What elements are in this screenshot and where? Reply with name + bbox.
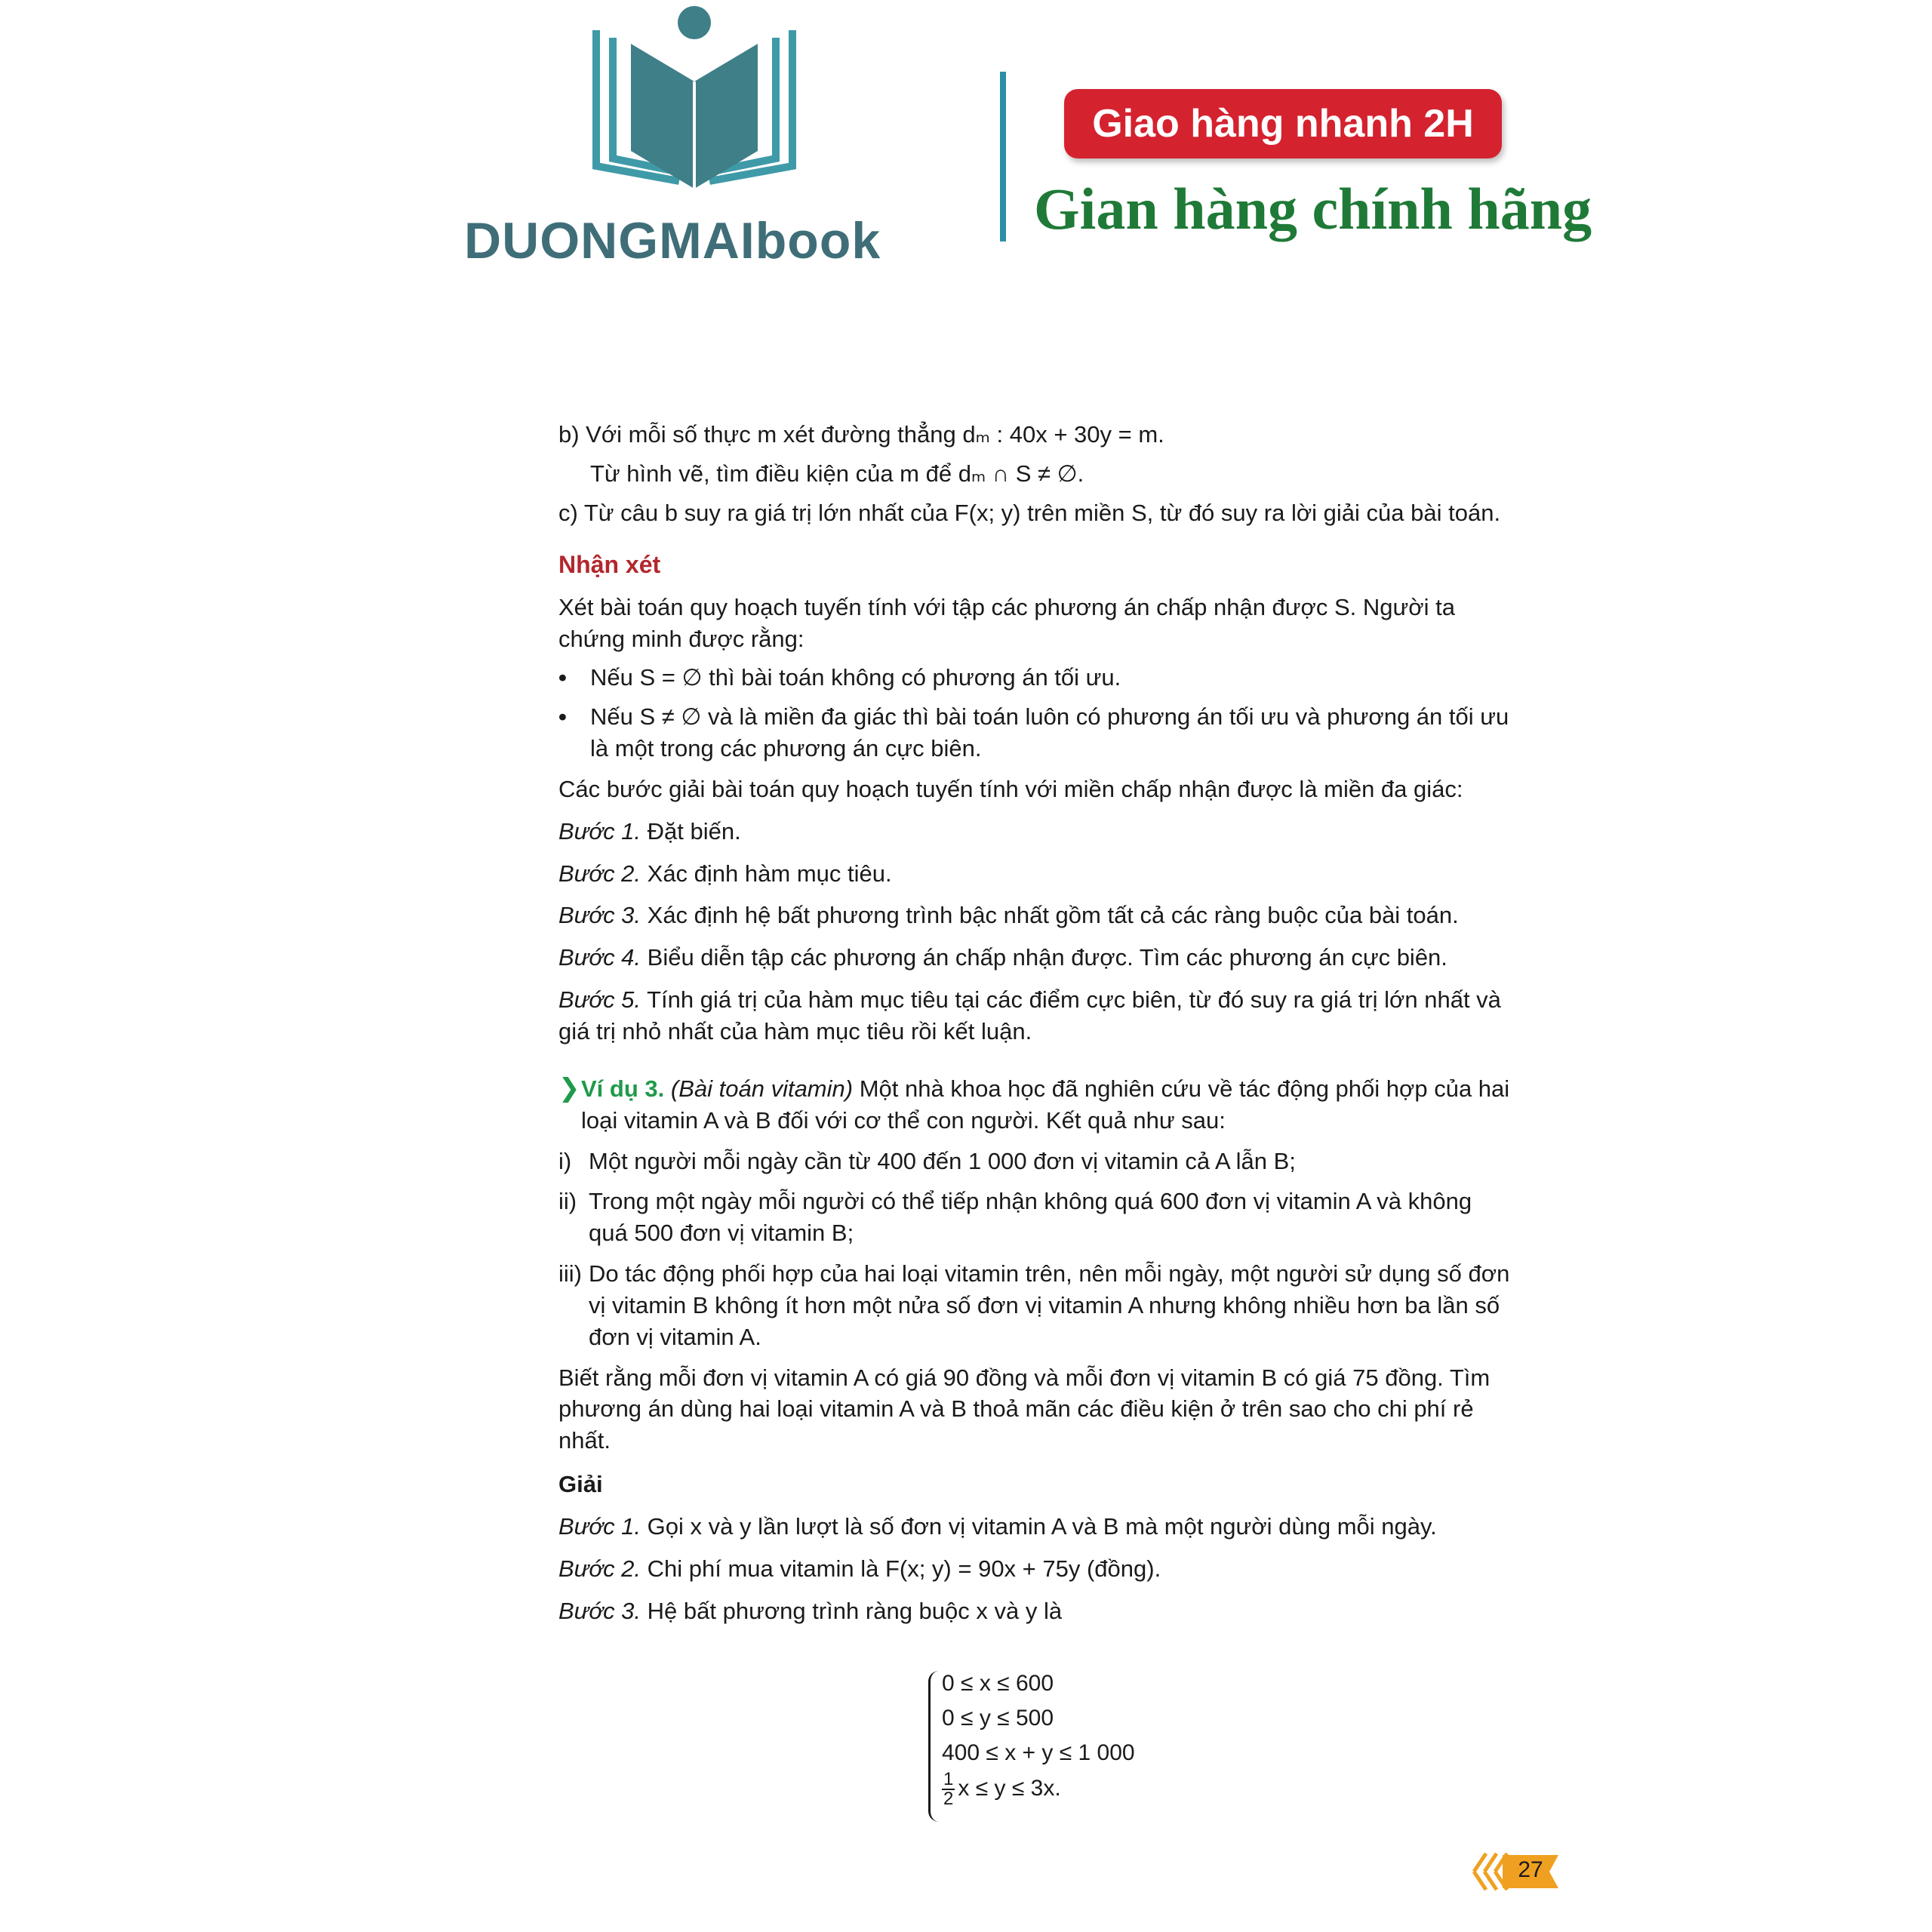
- system-row-text: x ≤ y ≤ 3x.: [958, 1775, 1061, 1801]
- inequality-system: [942, 1666, 1214, 1808]
- remark-intro: Xét bài toán quy hoạch tuyến tính với tập các phương án chấp nhận được S. Người ta chứng minh được rằng:: [558, 593, 1455, 652]
- step-text: Hệ bất phương trình ràng buộc x và y là: [641, 1597, 1063, 1624]
- logo-wordmark: DUONGMAIbook: [464, 212, 881, 269]
- question-b: b) Với mỗi số thực m xét đường thẳng dₘ : 40x + 30y = m.: [558, 421, 1164, 448]
- item-text: Một người mỗi ngày cần từ 400 đến 1 000 đơn vị vitamin cả A lẫn B;: [589, 1147, 1296, 1174]
- item-number: i): [558, 1147, 572, 1174]
- step-label: Bước 4.: [558, 944, 641, 971]
- item-text: Trong một ngày mỗi người có thể tiếp nhận không quá 600 đơn vị vitamin A và không quá 500 đơn vị vitamin B;: [589, 1188, 1472, 1247]
- system-row: 400 ≤ x + y ≤ 1 000: [942, 1740, 1135, 1765]
- header-divider: [1000, 72, 1006, 242]
- solution-step-1: [558, 1511, 1513, 1543]
- list-item: [558, 1258, 1513, 1353]
- system-row: 0 ≤ y ≤ 500: [942, 1706, 1054, 1730]
- list-item: [558, 701, 1513, 764]
- step-1: [558, 816, 1513, 848]
- example-question: Biết rằng mỗi đơn vị vitamin A có giá 90 đồng và mỗi đơn vị vitamin B có giá 75 đồng. Tìm phương án dùng hai loại vitamin A và B thoả mãn các điều kiện ở trên sao cho chi phí rẻ nhất.: [558, 1364, 1491, 1454]
- system-row: [942, 1770, 1214, 1808]
- solution-step-3: [558, 1595, 1513, 1627]
- step-text: Gọi x và y lần lượt là số đơn vị vitamin A và B mà một người dùng mỗi ngày.: [641, 1512, 1437, 1540]
- page-number: 27: [1518, 1857, 1543, 1882]
- fraction-numerator: 1: [943, 1769, 954, 1789]
- step-label: Bước 3.: [558, 1597, 641, 1624]
- item-text: Do tác động phối hợp của hai loại vitamin trên, nên mỗi ngày, một người sử dụng số đơn vị vitamin B không ít hơn một nửa số đơn vị vitamin A nhưng không nhiều hơn ba lần số đơn vị vitamin A.: [589, 1260, 1510, 1350]
- example-intro: [581, 1073, 1513, 1137]
- bullet-text: Nếu S = ∅ thì bài toán không có phương án tối ưu.: [590, 664, 1121, 691]
- page-content: [558, 419, 1513, 1638]
- example-text: Một nhà khoa học đã nghiên cứu về tác động phối hợp của hai loại vitamin A và B đối với cơ thể con người. Kết quả như sau:: [581, 1075, 1510, 1134]
- step-3: [558, 900, 1513, 931]
- fraction: [942, 1770, 955, 1808]
- steps-intro: Các bước giải bài toán quy hoạch tuyến tính với miền chấp nhận được là miền đa giác:: [558, 775, 1463, 802]
- bullet-text: Nếu S ≠ ∅ và là miền đa giác thì bài toán luôn có phương án tối ưu và phương án tối ưu là một trong các phương án cực biên.: [590, 703, 1509, 762]
- step-text: Xác định hệ bất phương trình bậc nhất gồm tất cả các ràng buộc của bài toán.: [641, 902, 1459, 929]
- solution-step-2: [558, 1553, 1513, 1585]
- list-item: [558, 1186, 1513, 1249]
- step-2: [558, 858, 1513, 890]
- item-number: iii): [558, 1260, 582, 1287]
- step-label: Bước 5.: [558, 986, 641, 1014]
- step-4: [558, 942, 1513, 974]
- step-text: Biểu diễn tập các phương án chấp nhận được. Tìm các phương án cực biên.: [641, 944, 1447, 971]
- step-text: Tính giá trị của hàm mục tiêu tại các điểm cực biên, từ đó suy ra giá trị lớn nhất và giá trị nhỏ nhất của hàm mục tiêu rồi kết luận.: [558, 986, 1501, 1044]
- solution-heading: Giải: [558, 1471, 603, 1498]
- step-5: [558, 984, 1513, 1048]
- example-label: Ví dụ 3.: [581, 1075, 665, 1102]
- step-label: Bước 2.: [558, 1555, 641, 1582]
- list-item: [558, 1146, 1513, 1177]
- example-title: (Bài toán vitamin): [670, 1075, 854, 1102]
- example-block: [558, 1073, 1513, 1137]
- step-text: Xác định hàm mục tiêu.: [641, 860, 892, 887]
- fraction-denominator: 2: [943, 1789, 954, 1809]
- remark-heading: Nhận xét: [558, 550, 661, 578]
- question-c: c) Từ câu b suy ra giá trị lớn nhất của F(x; y) trên miền S, từ đó suy ra lời giải của bài toán.: [558, 499, 1501, 526]
- list-item: [558, 662, 1513, 694]
- delivery-badge: Giao hàng nhanh 2H: [1064, 89, 1502, 158]
- item-number: ii): [558, 1188, 577, 1215]
- system-brace: [928, 1671, 940, 1822]
- step-label: Bước 1.: [558, 817, 641, 844]
- bullet-dot: •: [558, 703, 567, 731]
- step-text: Chi phí mua vitamin là F(x; y) = 90x + 75y (đồng).: [641, 1555, 1161, 1582]
- system-row: 0 ≤ x ≤ 600: [942, 1671, 1054, 1696]
- step-label: Bước 3.: [558, 902, 641, 929]
- step-label: Bước 2.: [558, 860, 641, 887]
- tagline: Gian hàng chính hãng: [1034, 176, 1592, 242]
- bullet-dot: •: [558, 664, 567, 691]
- step-text: Đặt biến.: [641, 817, 741, 844]
- step-label: Bước 1.: [558, 1512, 641, 1540]
- question-b-hint: Từ hình vẽ, tìm điều kiện của m để dₘ ∩ S ≠ ∅.: [590, 460, 1084, 487]
- chevron-right-icon: ❯: [558, 1073, 580, 1103]
